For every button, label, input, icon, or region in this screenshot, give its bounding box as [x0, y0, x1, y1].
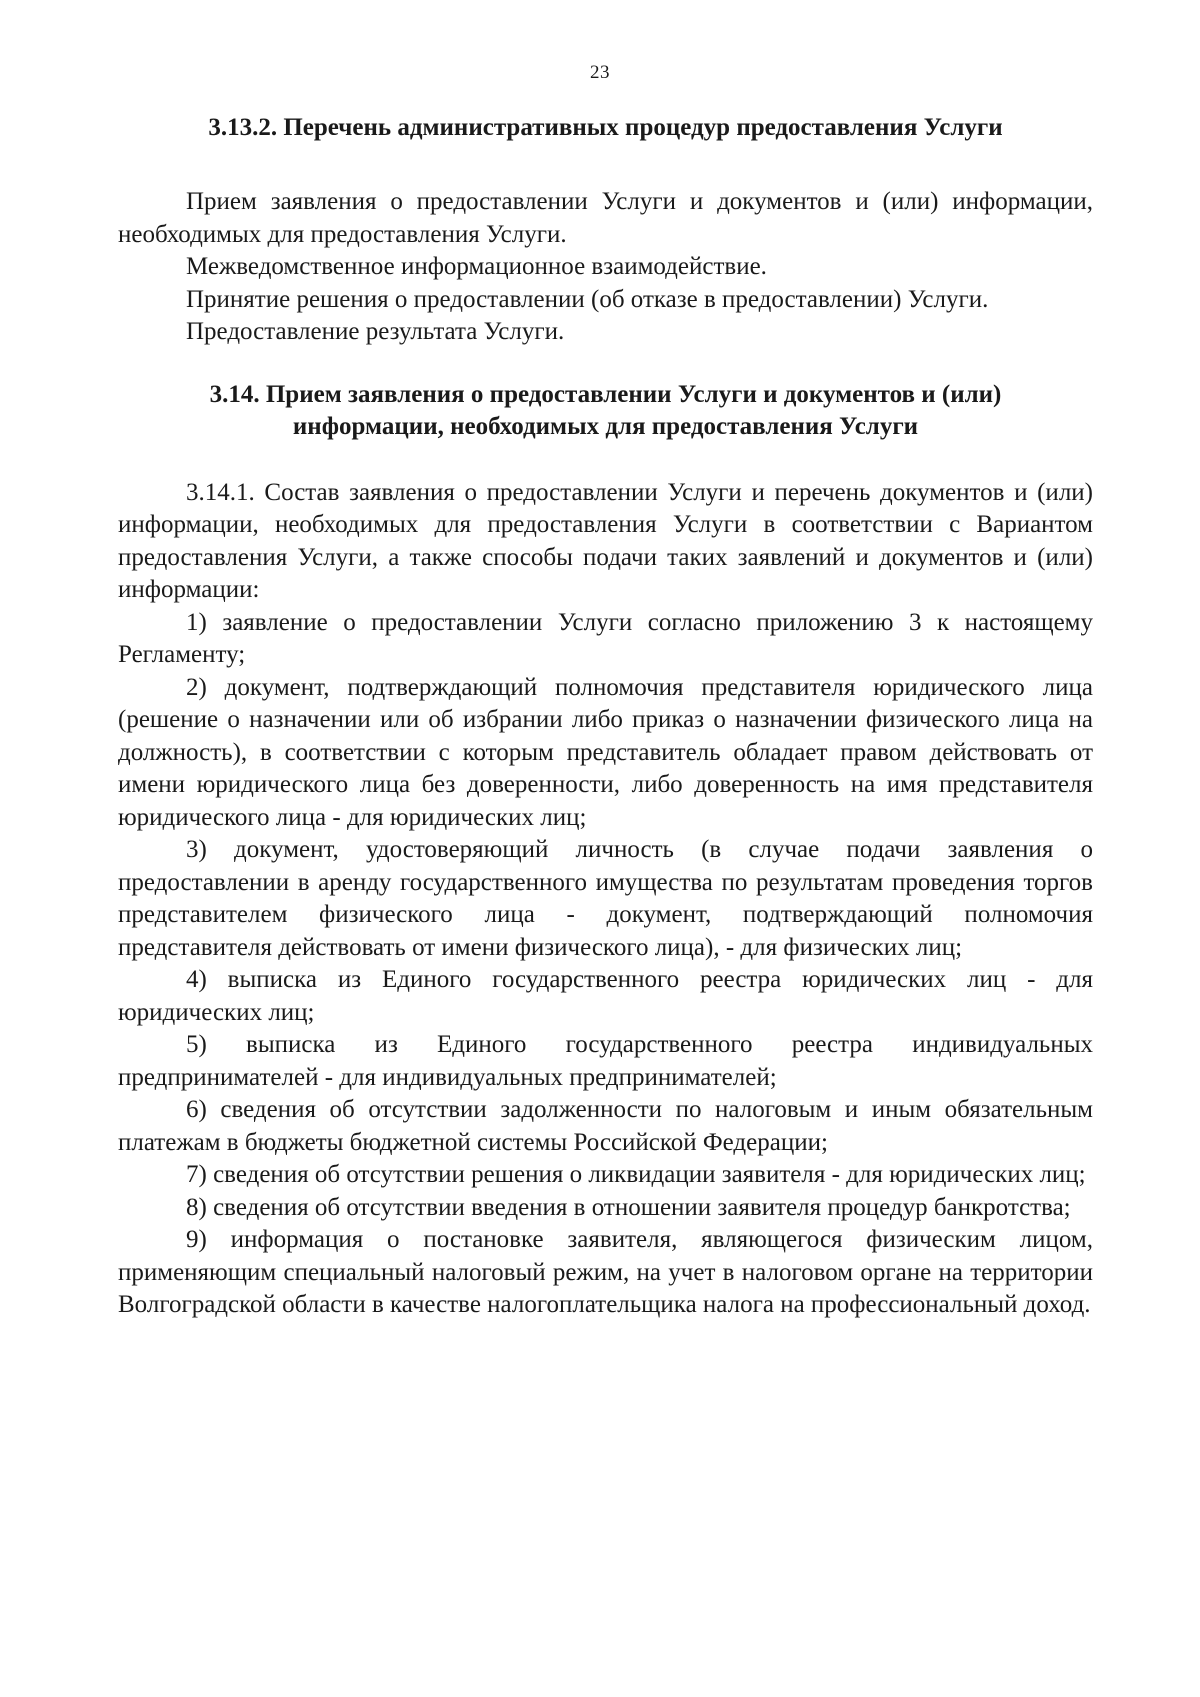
procedure-paragraph: Предоставление результата Услуги.: [186, 318, 565, 345]
documents-list: [118, 607, 1093, 1322]
list-item: 7) сведения об отсутствии решения о ликвидации заявителя - для юридических лиц;: [186, 1161, 1086, 1188]
procedure-paragraph: Принятие решения о предоставлении (об отказе в предоставлении) Услуги.: [186, 285, 989, 313]
list-item: 6) сведения об отсутствии задолженности по налоговым и иным обязательным платежам в бюджеты бюджетной системы Российской Федерации;: [118, 1096, 1093, 1156]
list-item: 2) документ, подтверждающий полномочия представителя юридического лица (решение о назначении или об избрании либо приказ о назначении физического лица на должность), в соответствии с которым представитель обладает правом действовать от имени юридического лица без доверенности, либо доверенность на имя представителя юридического лица - для юридических лиц;: [118, 673, 1093, 831]
list-item: 9) информация о постановке заявителя, являющегося физическим лицом, применяющим специальный налоговый режим, на учет в налоговом органе на территории Волгоградской области в качестве налогоплательщика налога на профессиональный доход.: [118, 1226, 1093, 1318]
list-item: 5) выписка из Единого государственного реестра индивидуальных предпринимателей - для индивидуальных предпринимателей;: [118, 1031, 1093, 1091]
page-number: 23: [590, 62, 610, 83]
document-body: [118, 112, 1093, 1322]
section-3-13-2-title: 3.13.2. Перечень административных процедур предоставления Услуги: [208, 114, 1003, 141]
procedure-paragraph: Межведомственное информационное взаимодействие.: [186, 253, 767, 280]
list-item: 4) выписка из Единого государственного реестра юридических лиц - для юридических лиц;: [118, 966, 1093, 1026]
list-item: 1) заявление о предоставлении Услуги согласно приложению 3 к настоящему Регламенту;: [118, 608, 1093, 668]
procedures-list: [118, 186, 1093, 349]
procedure-paragraph: Прием заявления о предоставлении Услуги и документов и (или) информации, необходимых для предоставления Услуги.: [118, 188, 1093, 248]
section-3-14-1-intro: 3.14.1. Состав заявления о предоставлении Услуги и перечень документов и (или) информации, необходимых для предоставления Услуги в соответствии с Вариантом предоставления Услуги, а также способы подачи таких заявлений и документов и (или) информации:: [118, 478, 1093, 603]
list-item: 8) сведения об отсутствии введения в отношении заявителя процедур банкротства;: [186, 1193, 1071, 1221]
list-item: 3) документ, удостоверяющий личность (в случае подачи заявления о предоставлении в аренду государственного имущества по результатам проведения торгов представителем физического лица - документ, подтверждающий полномочия представителя действовать от имени физического лица), - для физических лиц;: [118, 836, 1093, 961]
section-3-14-title: 3.14. Прием заявления о предоставлении Услуги и документов и (или) информации, необходимых для предоставления Услуги: [209, 380, 1002, 440]
